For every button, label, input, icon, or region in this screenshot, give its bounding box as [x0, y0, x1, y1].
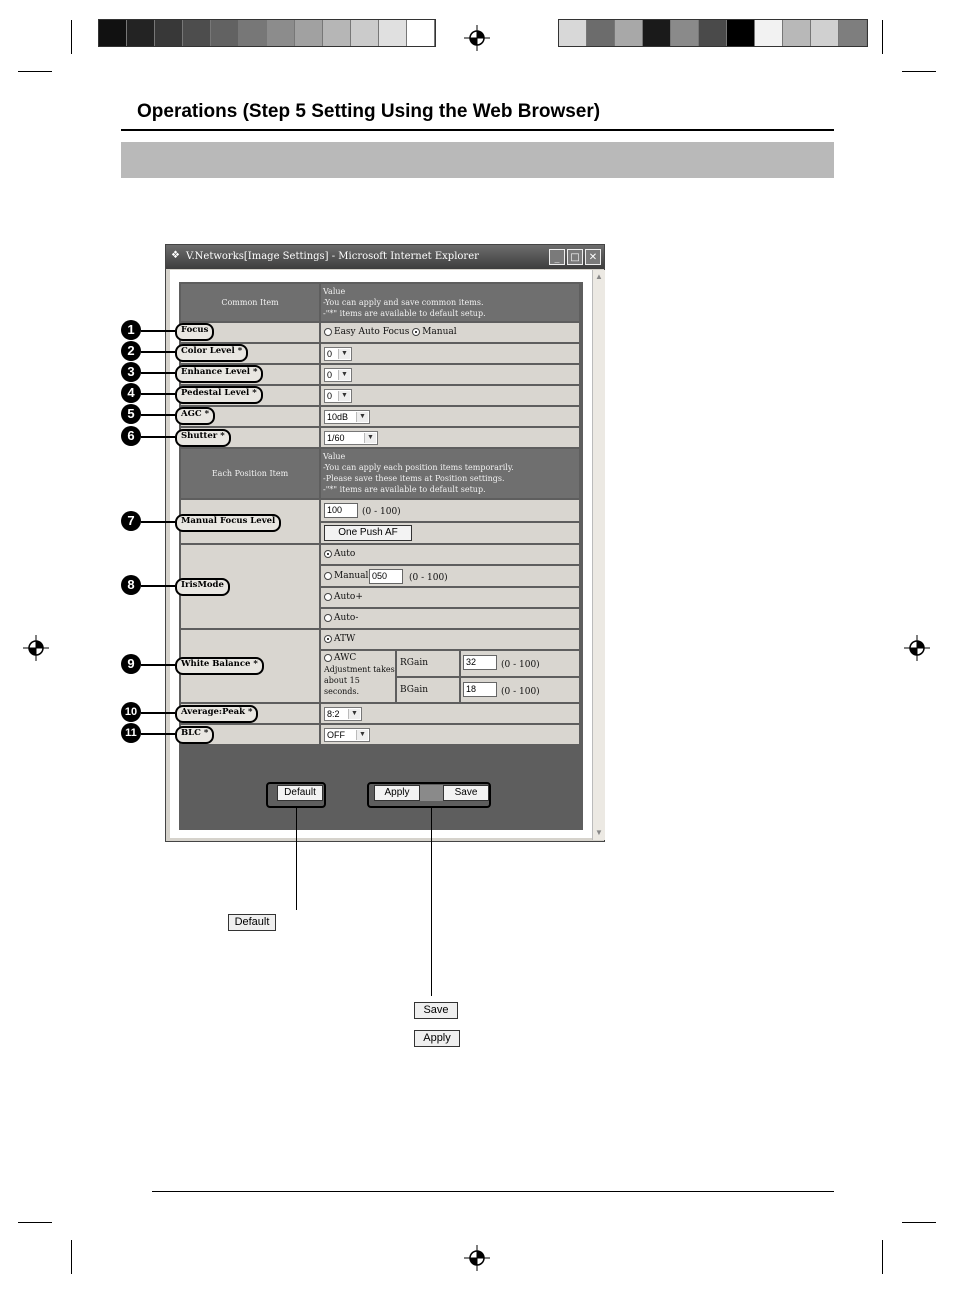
crop-mark [902, 71, 936, 72]
callout-4: 4 [121, 383, 141, 403]
crop-mark [882, 20, 883, 54]
chevron-down-icon: ▼ [348, 709, 360, 719]
save-button[interactable]: Save [443, 785, 489, 801]
position-header-row [181, 449, 579, 498]
shutter-label: Shutter * [175, 429, 231, 447]
common-value-header: Value -You can apply and save common items. -"*" items are available to default setup. [321, 284, 579, 321]
average-peak-label: Average:Peak * [175, 705, 258, 723]
scroll-up-icon[interactable]: ▲ [595, 272, 603, 281]
blc-row [181, 725, 579, 744]
white-balance-label: White Balance * [175, 657, 264, 675]
awc-note: Adjustment takes about 15 seconds. [324, 665, 395, 696]
position-value-header: Value -You can apply each position items temporarily. -Please save these items at Position settings. -"*" items are available to default setup. [321, 449, 579, 498]
color-swatch [323, 20, 351, 46]
color-bar-right [558, 19, 868, 47]
manual-focus-level-input[interactable]: 100 [324, 503, 358, 518]
apply-button[interactable]: Apply [374, 785, 420, 801]
color-swatch [783, 20, 811, 46]
callout-5: 5 [121, 404, 141, 424]
callout-1: 1 [121, 320, 141, 340]
agc-row [181, 407, 579, 426]
callout-8: 8 [121, 575, 141, 595]
registration-mark-icon [904, 635, 930, 661]
rgain-input[interactable]: 32 [463, 655, 497, 670]
default-button-reference: Default [228, 914, 276, 931]
wb-awc-radio[interactable] [324, 654, 332, 662]
callout-3: 3 [121, 362, 141, 382]
color-swatch [407, 20, 435, 46]
color-swatch [211, 20, 239, 46]
callout-6: 6 [121, 426, 141, 446]
chevron-down-icon: ▼ [338, 349, 350, 359]
callout-9: 9 [121, 654, 141, 674]
crop-mark [18, 71, 52, 72]
color-level-label: Color Level * [175, 344, 248, 362]
page-title: Operations (Step 5 Setting Using the Web Browser) [137, 101, 601, 122]
crop-mark [902, 1222, 936, 1223]
color-swatch [267, 20, 295, 46]
shutter-row [181, 428, 579, 447]
color-level-select[interactable]: 0 ▼ [324, 347, 352, 361]
chevron-down-icon: ▼ [356, 730, 368, 740]
minimize-icon[interactable]: _ [549, 249, 565, 265]
manual-focus-radio[interactable] [412, 328, 420, 336]
color-swatch [811, 20, 839, 46]
rgain-label: RGain [400, 658, 429, 668]
registration-mark-icon [464, 1245, 490, 1271]
iris-manual-range: (0 - 100) [409, 573, 448, 583]
crop-mark [18, 1222, 52, 1223]
color-swatch [155, 20, 183, 46]
pedestal-level-select[interactable]: 0 ▼ [324, 389, 352, 403]
common-header-row [181, 284, 579, 321]
chevron-down-icon: ▼ [338, 391, 350, 401]
color-swatch [699, 20, 727, 46]
white-balance-row: ATW AWC Adjustment takes about 15 seconds. RGain 32 (0 - 100) BGain 18 (0 - 100) [181, 630, 579, 702]
default-button-highlight [266, 782, 326, 808]
shutter-select[interactable]: 1/60 ▼ [324, 431, 378, 445]
position-item-header: Each Position Item [181, 449, 319, 498]
close-icon[interactable]: ✕ [585, 249, 601, 265]
callout-2: 2 [121, 341, 141, 361]
scrollbar[interactable] [592, 270, 605, 840]
color-swatch [239, 20, 267, 46]
enhance-level-select[interactable]: 0 ▼ [324, 368, 352, 382]
agc-label: AGC * [175, 407, 215, 425]
bgain-label: BGain [400, 685, 429, 695]
enhance-level-label: Enhance Level * [175, 365, 263, 383]
common-item-header: Common Item [181, 284, 319, 321]
manual-focus-level-label: Manual Focus Level [175, 514, 281, 532]
scroll-down-icon[interactable]: ▼ [595, 828, 603, 837]
browser-window [165, 244, 605, 842]
color-swatch [755, 20, 783, 46]
crop-mark [882, 1240, 883, 1274]
color-swatch [643, 20, 671, 46]
window-titlebar [166, 245, 604, 269]
pedestal-level-label: Pedestal Level * [175, 386, 263, 404]
color-swatch [379, 20, 407, 46]
blc-label: BLC * [175, 726, 214, 744]
color-swatch [127, 20, 155, 46]
focus-label: Focus [175, 323, 214, 341]
blc-select[interactable]: OFF ▼ [324, 728, 370, 742]
color-swatch [839, 20, 867, 46]
crop-mark [71, 20, 72, 54]
iris-mode-row: Auto Manual 050 (0 - 100) Auto+ Auto- [181, 545, 579, 628]
color-swatch [295, 20, 323, 46]
color-swatch [351, 20, 379, 46]
header-rule [121, 129, 834, 131]
color-swatch [183, 20, 211, 46]
footer-rule [152, 1191, 834, 1192]
easy-auto-focus-radio[interactable] [324, 328, 332, 336]
window-title: V.Networks[Image Settings] - Microsoft Internet Explorer [186, 251, 479, 262]
color-swatch [727, 20, 755, 46]
iris-auto-plus-radio[interactable] [324, 593, 332, 601]
chevron-down-icon: ▼ [338, 370, 350, 380]
iris-mode-label: IrisMode [175, 578, 230, 596]
iris-auto-radio[interactable] [324, 550, 332, 558]
callout-10: 10 [121, 702, 141, 722]
save-button-reference: Save [414, 1002, 458, 1019]
chevron-down-icon: ▼ [364, 433, 376, 443]
color-swatch [671, 20, 699, 46]
section-band [121, 142, 834, 178]
iris-manual-input[interactable]: 050 [369, 569, 403, 584]
callout-7: 7 [121, 511, 141, 531]
maximize-icon[interactable]: □ [567, 249, 583, 265]
crop-mark [71, 1240, 72, 1274]
ie-icon: ❖ [171, 250, 180, 261]
callout-11: 11 [121, 723, 141, 743]
color-swatch [587, 20, 615, 46]
apply-button-reference: Apply [414, 1030, 460, 1047]
registration-mark-icon [23, 635, 49, 661]
rgain-range: (0 - 100) [501, 660, 540, 670]
wb-atw-radio[interactable] [324, 635, 332, 643]
color-swatch [559, 20, 587, 46]
agc-select[interactable]: 10dB ▼ [324, 410, 370, 424]
bgain-input[interactable]: 18 [463, 682, 497, 697]
apply-save-highlight [367, 782, 491, 808]
focus-row: Easy Auto Focus Manual [181, 323, 579, 342]
registration-mark-icon [464, 25, 490, 51]
color-swatch [615, 20, 643, 46]
iris-manual-radio[interactable] [324, 572, 332, 580]
average-peak-select[interactable]: 8:2 ▼ [324, 707, 362, 721]
color-bar-left [98, 19, 436, 47]
bgain-range: (0 - 100) [501, 687, 540, 697]
chevron-down-icon: ▼ [356, 412, 368, 422]
default-button[interactable]: Default [277, 785, 323, 801]
iris-auto-minus-radio[interactable] [324, 614, 332, 622]
manual-focus-range: (0 - 100) [362, 507, 401, 517]
color-swatch [99, 20, 127, 46]
one-push-af-button[interactable]: One Push AF [324, 525, 412, 541]
